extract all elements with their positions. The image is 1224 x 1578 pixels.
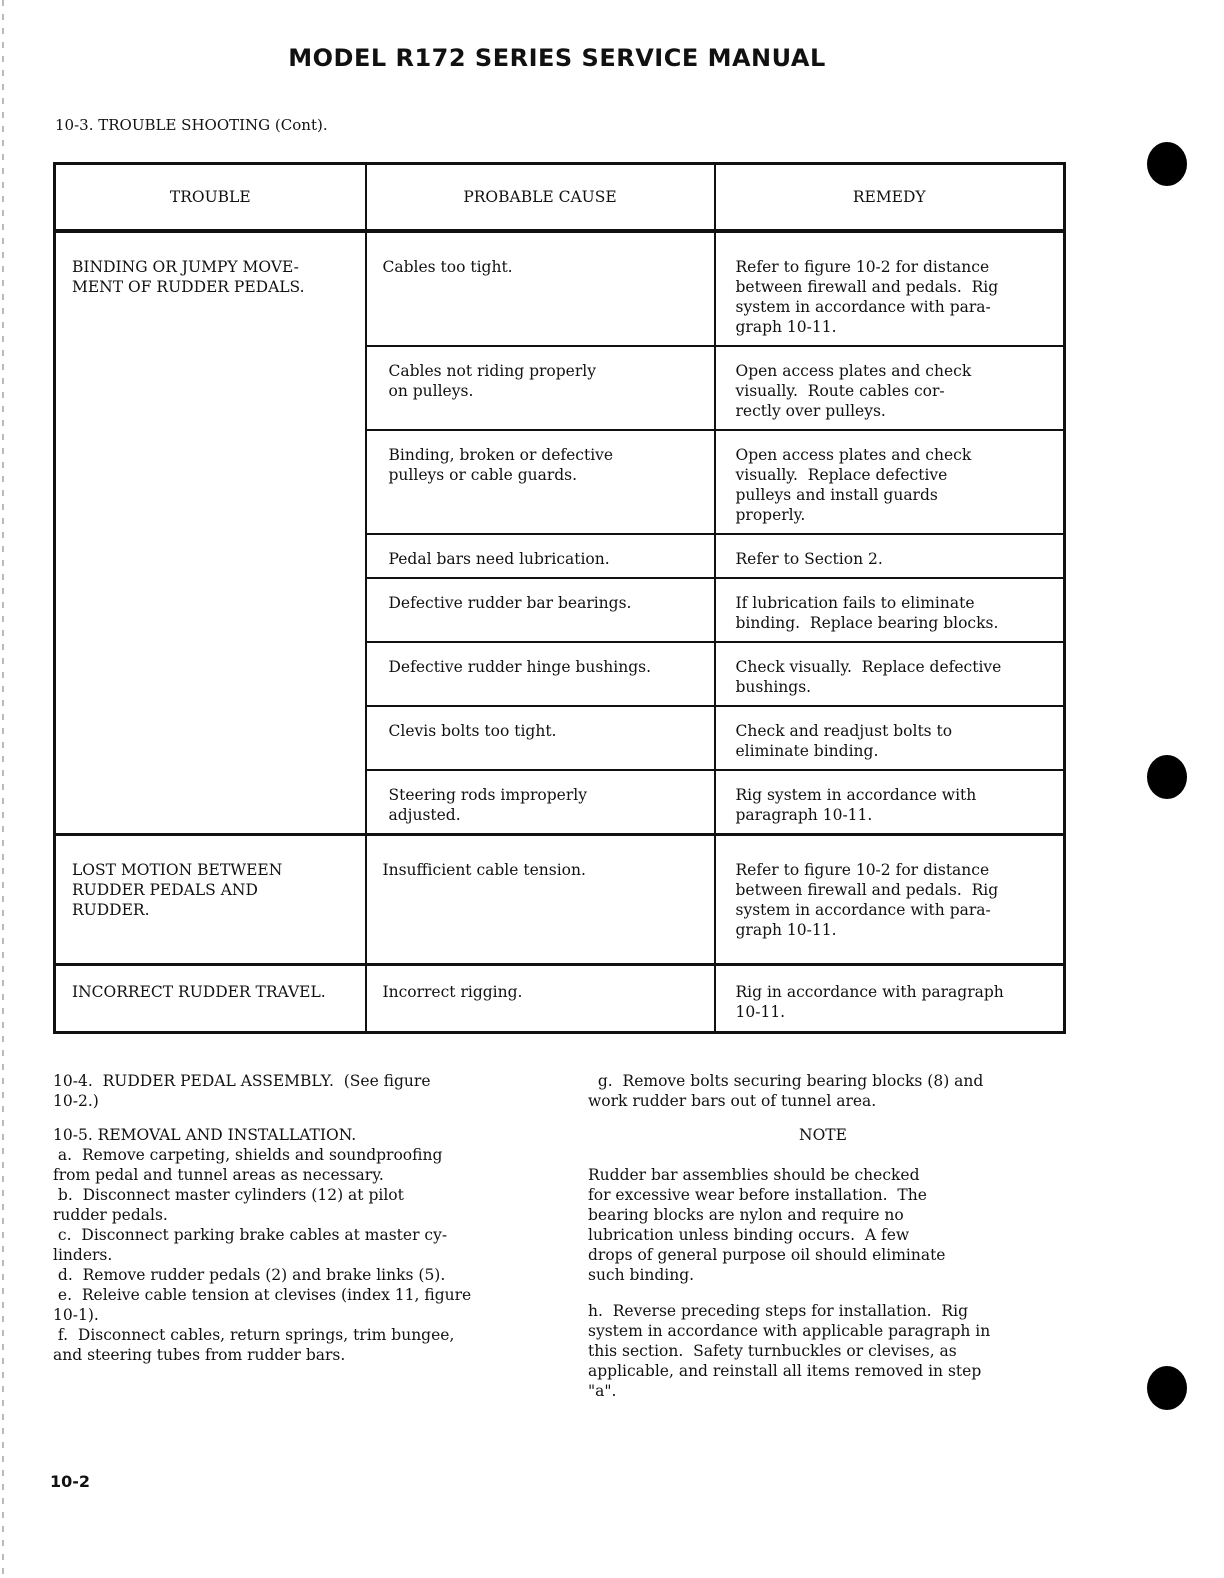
table-header-row [55,164,1065,232]
text-line: lubrication unless binding occurs. A few [588,1226,910,1244]
text-line: paragraph 10-11. [735,806,873,824]
text-line: system in accordance with para- [735,298,991,316]
text-line: Pedal bars need lubrication. [388,550,610,568]
scan-edge [2,0,4,1578]
text-line: Open access plates and check [735,362,972,380]
trouble-text [56,233,365,305]
text-line: MENT OF RUDDER PEDALS. [72,278,305,296]
cause-text [367,836,714,888]
para-10-4 [53,1071,553,1111]
cause-text [367,771,714,833]
binder-hole-bottom [1147,1366,1187,1410]
remedy-text [716,233,1064,345]
text-line: visually. Replace defective [735,466,948,484]
cause-cell [366,642,715,706]
text-line: e. Releive cable tension at clevises (index 11, figure [53,1286,472,1304]
removal-step [53,1145,553,1185]
text-line: Binding, broken or defective [388,446,614,464]
text-line: system in accordance with applicable paragraph in [588,1322,991,1340]
cause-text [367,347,714,409]
text-line: for excessive wear before installation. The [588,1186,927,1204]
header-probable-cause: PROBABLE CAUSE [366,164,715,232]
text-line: Defective rudder hinge bushings. [388,658,652,676]
cause-cell [366,770,715,835]
text-line: Clevis bolts too tight. [388,722,557,740]
removal-step [53,1325,553,1365]
text-line: rudder pedals. [53,1206,168,1224]
trouble-text [56,966,365,1010]
text-line: properly. [735,506,806,524]
removal-step [53,1265,553,1285]
remedy-cell [715,346,1065,430]
remedy-cell [715,770,1065,835]
text-line: b. Disconnect master cylinders (12) at pilot [53,1186,404,1204]
text-line: f. Disconnect cables, return springs, trim bungee, [53,1326,455,1344]
remedy-text [716,836,1064,948]
binder-hole-top [1147,142,1187,186]
text-line: Rig system in accordance with [735,786,977,804]
remedy-text [716,347,1064,429]
cause-cell [366,578,715,642]
trouble-cell [55,231,366,835]
text-line: Open access plates and check [735,446,972,464]
text-line: bearing blocks are nylon and require no [588,1206,904,1224]
removal-steps [53,1145,553,1365]
step-h [588,1301,1058,1401]
text-line: 10-2.) [53,1092,99,1110]
text-line: between firewall and pedals. Rig [735,278,999,296]
text-line: Cables not riding properly [388,362,596,380]
header-trouble: TROUBLE [55,164,366,232]
cause-text [367,233,714,285]
removal-step [53,1225,553,1265]
text-line: graph 10-11. [735,921,837,939]
cause-text [367,431,714,493]
table-row [55,965,1065,1033]
text-line: Incorrect rigging. [382,983,523,1001]
text-line: a. Remove carpeting, shields and soundproofing [53,1146,443,1164]
cause-text [367,966,714,1010]
text-line: pulleys or cable guards. [388,466,578,484]
left-column [53,1071,553,1365]
text-line: rectly over pulleys. [735,402,886,420]
text-line: RUDDER. [72,901,150,919]
remedy-text [716,579,1064,641]
remedy-text [716,707,1064,769]
troubleshooting-table [53,162,1066,1034]
text-line: between firewall and pedals. Rig [735,881,999,899]
cause-cell [366,231,715,346]
page-title: MODEL R172 SERIES SERVICE MANUAL [288,44,826,72]
cause-cell [366,346,715,430]
text-line: work rudder bars out of tunnel area. [588,1092,877,1110]
text-line: Refer to Section 2. [735,550,883,568]
right-column [588,1071,1058,1401]
text-line: graph 10-11. [735,318,837,336]
text-line: visually. Route cables cor- [735,382,945,400]
remedy-text [716,966,1064,1030]
text-line: linders. [53,1246,113,1264]
binder-hole-middle [1147,755,1187,799]
text-line: h. Reverse preceding steps for installation. Rig [588,1302,968,1320]
remedy-text [716,771,1064,833]
cause-text [367,535,714,577]
text-line: LOST MOTION BETWEEN [72,861,283,879]
header-remedy: REMEDY [715,164,1065,232]
text-line: Refer to figure 10-2 for distance [735,861,990,879]
note-heading: NOTE [799,1126,847,1144]
text-line: on pulleys. [388,382,474,400]
text-line: eliminate binding. [735,742,879,760]
remedy-cell [715,706,1065,770]
trouble-text [56,836,365,928]
cause-cell [366,835,715,965]
text-line: Insufficient cable tension. [382,861,586,879]
text-line: Rudder bar assemblies should be checked [588,1166,920,1184]
remedy-cell [715,430,1065,534]
text-line: this section. Safety turnbuckles or clevises, as [588,1342,957,1360]
cause-cell [366,430,715,534]
remedy-cell [715,534,1065,578]
text-line: BINDING OR JUMPY MOVE- [72,258,299,276]
text-line: Check visually. Replace defective [735,658,1002,676]
section-heading: 10-3. TROUBLE SHOOTING (Cont). [55,116,328,134]
text-line: system in accordance with para- [735,901,991,919]
text-line: INCORRECT RUDDER TRAVEL. [72,983,326,1001]
text-line: RUDDER PEDALS AND [72,881,258,899]
para-10-5-heading: 10-5. REMOVAL AND INSTALLATION. [53,1126,357,1144]
text-line: drops of general purpose oil should eliminate [588,1246,946,1264]
text-line: Cables too tight. [382,258,513,276]
remedy-cell [715,642,1065,706]
text-line: d. Remove rudder pedals (2) and brake links (5). [53,1266,446,1284]
remedy-cell [715,835,1065,965]
trouble-cell [55,835,366,965]
text-line: such binding. [588,1266,695,1284]
cause-text [367,643,714,685]
removal-step [53,1185,553,1225]
text-line: "a". [588,1382,617,1400]
page-number: 10-2 [50,1472,91,1491]
removal-step [53,1285,553,1325]
text-line: g. Remove bolts securing bearing blocks (8) and [588,1072,984,1090]
text-line: If lubrication fails to eliminate [735,594,975,612]
cause-text [367,707,714,749]
table-row [55,231,1065,346]
remedy-cell [715,231,1065,346]
text-line: from pedal and tunnel areas as necessary. [53,1166,384,1184]
text-line: Rig in accordance with paragraph [735,983,1004,1001]
table-row [55,835,1065,965]
text-line: applicable, and reinstall all items removed in step [588,1362,982,1380]
text-line: and steering tubes from rudder bars. [53,1346,346,1364]
cause-cell [366,534,715,578]
text-line: 10-11. [735,1003,786,1021]
cause-cell [366,965,715,1033]
remedy-cell [715,578,1065,642]
text-line: 10-4. RUDDER PEDAL ASSEMBLY. (See figure [53,1072,431,1090]
trouble-cell [55,965,366,1033]
cause-text [367,579,714,621]
text-line: Defective rudder bar bearings. [388,594,632,612]
text-line: Check and readjust bolts to [735,722,953,740]
text-line: adjusted. [388,806,461,824]
remedy-text [716,643,1064,705]
text-line: pulleys and install guards [735,486,938,504]
step-g [588,1071,1058,1111]
note-body [588,1165,1058,1285]
remedy-text [716,535,1064,577]
text-line: binding. Replace bearing blocks. [735,614,999,632]
cause-cell [366,706,715,770]
text-line: Steering rods improperly [388,786,587,804]
remedy-text [716,431,1064,533]
text-line: Refer to figure 10-2 for distance [735,258,990,276]
remedy-cell [715,965,1065,1033]
text-line: 10-1). [53,1306,99,1324]
text-line: bushings. [735,678,812,696]
text-line: c. Disconnect parking brake cables at master cy- [53,1226,448,1244]
